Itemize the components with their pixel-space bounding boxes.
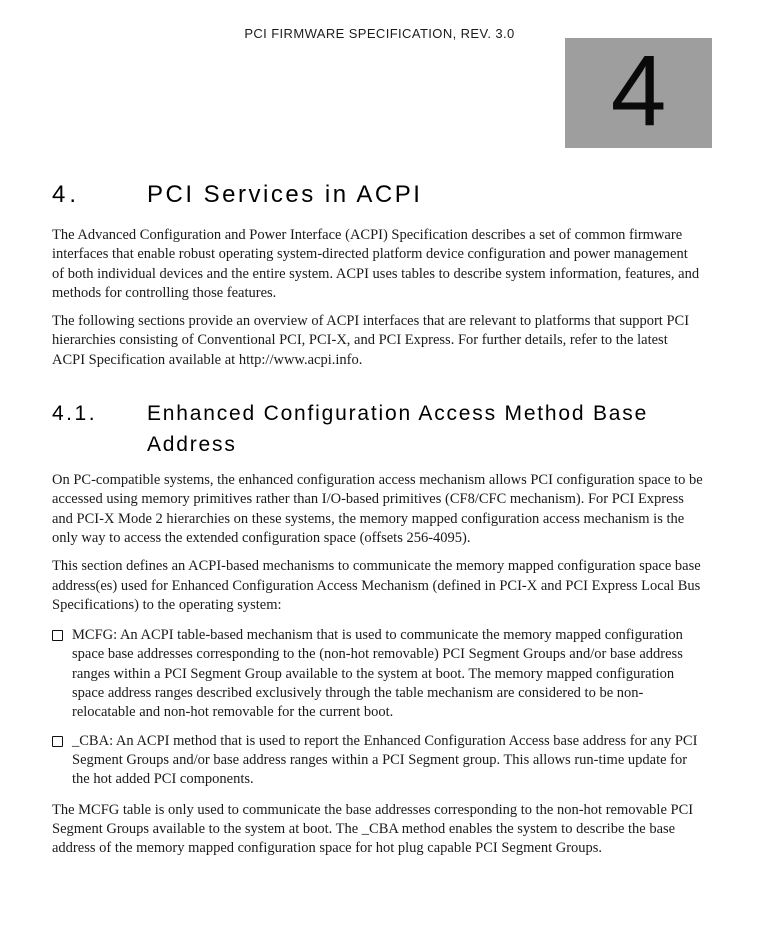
section-paragraph-1: On PC-compatible systems, the enhanced configuration access mechanism allows PCI configuration space to be accessed using memory primitives rather than I/O-based primitives (CF8/CFC mechanism). For PCI Express and PCI-X Mode 2 hierarchies on these systems, the memory mapped configuration access mechanism is the only way to access the extended configuration space (offsets 256-4095). <box>52 472 703 546</box>
chapter-number-large: 4 <box>610 35 667 147</box>
chapter-heading <box>52 180 703 209</box>
page-content <box>52 0 703 867</box>
section-heading-number: 4.1. <box>52 402 98 426</box>
running-header: PCI FIRMWARE SPECIFICATION, REV. 3.0 <box>244 26 515 41</box>
intro-paragraph-2: The following sections provide an overview of ACPI interfaces that are relevant to platforms that support PCI hierarchies consisting of Conventional PCI, PCI-X, and PCI Express. For further details, refer to the latest ACPI Specification available at http://www.acpi.info. <box>52 313 690 368</box>
chapter-heading-number: 4. <box>52 181 81 208</box>
section-heading-title <box>147 398 648 460</box>
section-title-line-2: Address <box>147 433 237 457</box>
section-heading <box>52 398 703 460</box>
bullet-item-mcfg <box>52 626 703 722</box>
closing-paragraph: The MCFG table is only used to communicate the base addresses corresponding to the non-hot removable PCI Segment Groups available to the system at boot. The _CBA method enables the system to describe the base address of the memory mapped configuration space for hot plug capable PCI Segment Groups. <box>52 801 694 857</box>
open-square-bullet-icon <box>52 736 63 747</box>
chapter-heading-title: PCI Services in ACPI <box>147 181 423 208</box>
section-title-line-1: Enhanced Configuration Access Method Base <box>147 402 649 426</box>
bullet-item-text: _CBA: An ACPI method that is used to report the Enhanced Configuration Access base address for any PCI Segment Groups and/or base address ranges within a PCI Segment group. This allows run-time update for the hot added PCI components. <box>72 732 698 788</box>
bullet-item-text: MCFG: An ACPI table-based mechanism that is used to communicate the memory mapped configuration space base addresses corresponding to the (non-hot removable) PCI Segment Groups and/or base address ranges within a PCI Segment Group available to the system at boot. The memory mapped configuration space address ranges described exclusively through the table mechanism are considered to be non-relocatable and non-hot removable for the current boot. <box>72 627 683 721</box>
intro-paragraph-1: The Advanced Configuration and Power Interface (ACPI) Specification describes a set of common firmware interfaces that enable robust operating system-directed platform device configuration and power management of both individual devices and the entire system. ACPI uses tables to describe system information, features, and methods for controlling those features. <box>52 227 700 301</box>
open-square-bullet-icon <box>52 630 63 641</box>
bullet-list <box>52 626 703 789</box>
section-paragraph-2: This section defines an ACPI-based mechanisms to communicate the memory mapped configuration space base address(es) used for Enhanced Configuration Access Mechanism (defined in PCI-X and PCI Express Local Bus Specifications) to the operating system: <box>52 558 701 613</box>
bullet-item-cba <box>52 732 703 790</box>
